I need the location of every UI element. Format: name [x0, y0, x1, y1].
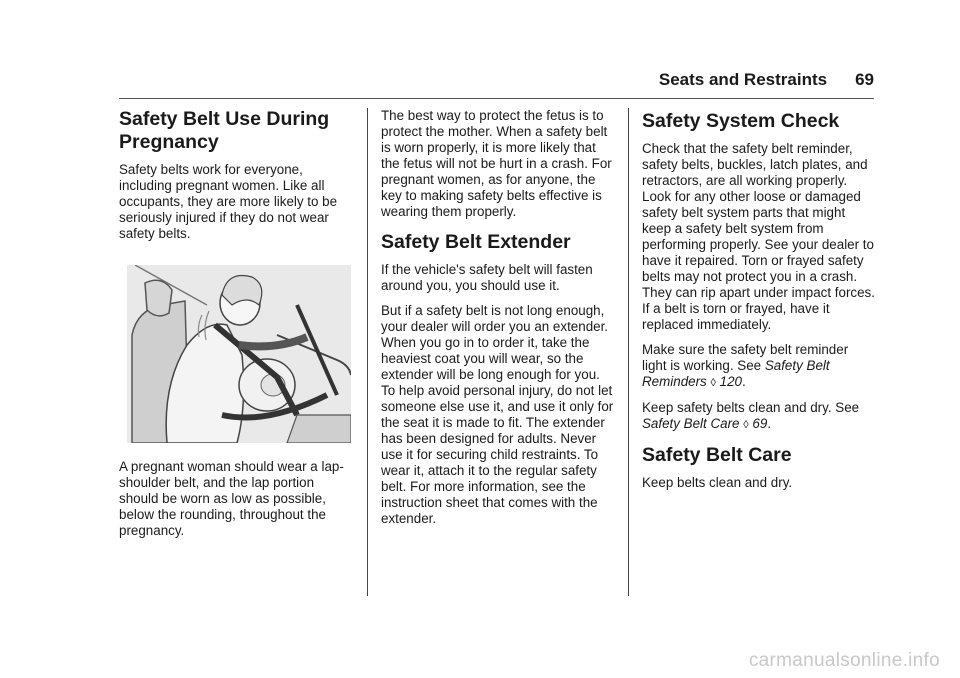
fetus-protection-paragraph: The best way to protect the fetus is to protect the mother. When a safety belt is worn properly, it is more likely that the fetus will not be hurt in a crash. For pregnant women, as for anyone, the key to making safety belts effective is wearing them properly.	[381, 108, 612, 219]
page-header	[650, 70, 874, 90]
watermark: carmanualsonline.info	[748, 650, 940, 671]
extender-paragraph-1: If the vehicle's safety belt will fasten around you, you should use it.	[381, 262, 593, 293]
belt-care-cross-reference[interactable]: Safety Belt Care ◊ 69	[642, 416, 768, 431]
column-divider-right	[628, 108, 629, 596]
reminder-light-paragraph: Make sure the safety belt reminder light is working. See Safety Belt Reminders ◊ 120.	[642, 342, 849, 389]
column-1	[119, 108, 351, 548]
clean-dry-paragraph: Keep safety belts clean and dry. See Safety Belt Care ◊ 69.	[642, 400, 860, 431]
illustration-caption: A pregnant woman should wear a lap-shoulder belt, and the lap portion should be worn as low as possible, below the rounding, throughout the pregnancy.	[119, 459, 344, 538]
column-2	[381, 108, 615, 536]
column-3	[642, 108, 876, 500]
page-ref-icon: ◊	[743, 419, 749, 431]
system-check-paragraph: Check that the safety belt reminder, safety belts, buckles, latch plates, and retractors, are all working properly. Look for any other loose or damaged safety belt system parts that might keep a safety belt system from performing properly. See your dealer to have it repaired. Torn or frayed safety belts may not protect you in a crash. They can rip apart under impact forces. If a belt is torn or frayed, have it replaced immediately.	[642, 141, 875, 332]
extender-heading: Safety Belt Extender	[381, 231, 571, 253]
illustration-drawing	[127, 265, 351, 443]
pregnancy-heading: Safety Belt Use During Pregnancy	[119, 108, 330, 153]
extender-paragraph-2: But if a safety belt is not long enough, your dealer will order you an extender. When you go in to order it, take the heaviest coat you will wear, so the extender will be long enough for you. To help avoid personal injury, do not let someone else use it, and use it only for the seat it is made to fit. The extender has been designed for adults. Never use it for securing child restraints. To wear it, attach it to the regular safety belt. For more information, see the instruction sheet that comes with the extender.	[381, 303, 614, 526]
page-ref-icon: ◊	[710, 377, 716, 389]
pregnant-woman-seat-belt-illustration	[127, 265, 351, 443]
system-check-heading: Safety System Check	[642, 110, 840, 132]
header-rule	[119, 98, 874, 99]
reminders-cross-reference[interactable]: Safety Belt Reminders ◊ 120	[642, 358, 830, 389]
belt-care-heading: Safety Belt Care	[642, 444, 792, 466]
section-title: Seats and Restraints	[658, 70, 828, 89]
pregnancy-intro: Safety belts work for everyone, including pregnant women. Like all occupants, they are more likely to be seriously injured if they do not wear safety belts.	[119, 162, 338, 241]
belt-care-paragraph: Keep belts clean and dry.	[642, 475, 793, 490]
page-number: 69	[855, 70, 874, 89]
column-divider-left	[367, 108, 368, 596]
